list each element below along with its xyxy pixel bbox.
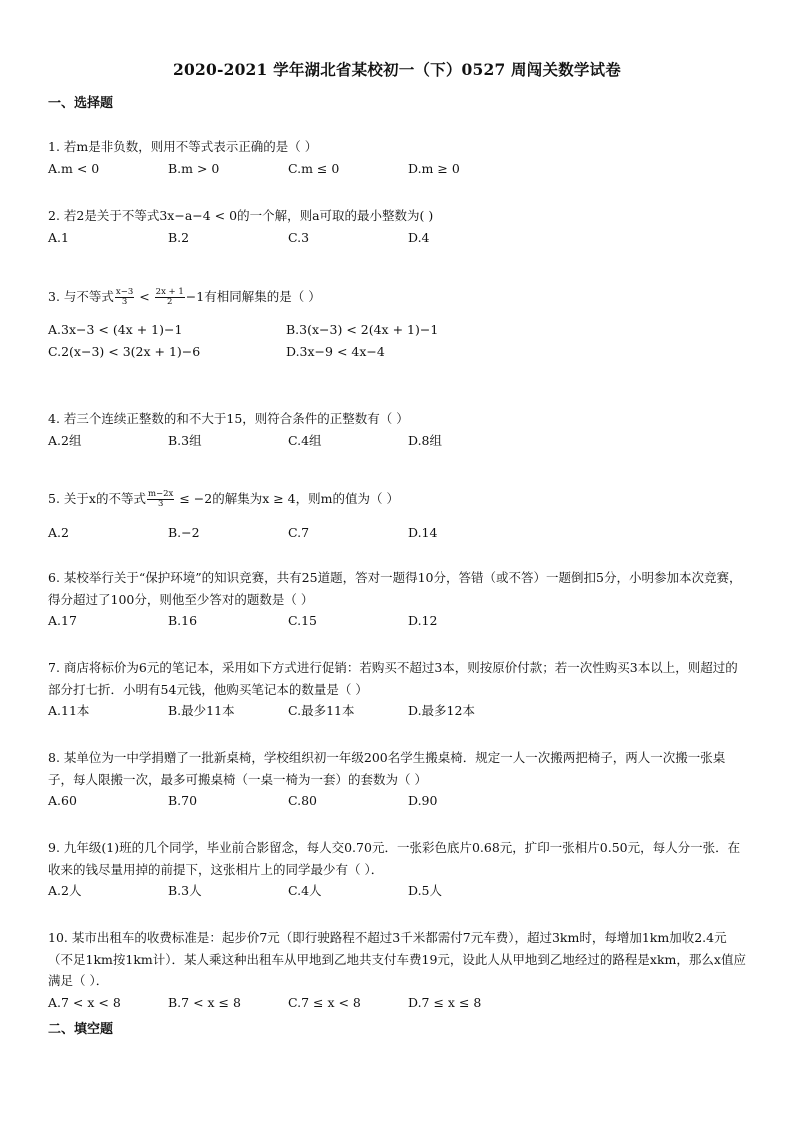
question-stem: 8. 某单位为一中学捐赠了一批新桌椅，学校组织初一年级200名学生搬桌椅．规定一人一次搬两把椅子，两人一次搬一张桌子，每人限搬一次，最多可搬桌椅（一桌一椅为一套）的套数为（ ） (48, 750, 726, 787)
fraction (115, 288, 134, 307)
stem-text: 3. 与不等式 (48, 289, 114, 304)
option-b: B.3组 (168, 432, 202, 448)
option-d: D.4 (408, 229, 430, 245)
option-b: B.m > 0 (168, 160, 220, 176)
exam-title: 2020-2021 学年湖北省某校初一（下）0527 周闯关数学试卷 (173, 60, 621, 79)
stem-text: −1有相同解集的是（ ） (185, 289, 321, 304)
option-a: A.2 (48, 524, 69, 540)
question-stem: 7. 商店将标价为6元的笔记本，采用如下方式进行促销：若购买不超过3本，则按原价付款；若一次性购买3本以上，则超过的部分打七折．小明有54元钱，他购买笔记本的数量是（ ） (48, 660, 738, 697)
fraction-numerator: x−3 (115, 287, 134, 297)
option-b: B.16 (168, 613, 198, 628)
options-row (48, 610, 748, 632)
question-4 (48, 408, 748, 452)
option-c: C.7 ≤ x < 8 (288, 994, 361, 1010)
option-d: D.5人 (408, 883, 443, 898)
question-stem: 6. 某校举行关于“保护环境”的知识竞赛，共有25道题，答对一题得10分，答错（或不答）一题倒扣5分，小明参加本次竞赛，得分超过了100分，则他至少答对的题数是（ ） (48, 570, 742, 607)
options-row (48, 790, 748, 812)
stem-text: ≤ −2的解集为x ≥ 4，则m的值为（ ） (175, 491, 399, 506)
question-stem (48, 488, 748, 510)
options-row (48, 319, 748, 341)
option-b: B.−2 (168, 524, 200, 540)
option-b: B.2 (168, 229, 190, 245)
options-row (48, 522, 748, 544)
option-b: B.70 (168, 793, 198, 808)
stem-text: < (135, 289, 154, 304)
fraction-numerator: m−2x (147, 489, 174, 499)
option-b: B.7 < x ≤ 8 (168, 994, 241, 1010)
option-b: B.3人 (168, 883, 202, 898)
option-d: D.8组 (408, 432, 443, 448)
option-c: C.4组 (288, 432, 322, 448)
fraction-numerator: 2x + 1 (155, 287, 184, 297)
option-d: D.14 (408, 524, 438, 540)
question-6 (48, 567, 748, 632)
options-row (48, 227, 748, 249)
fraction-denominator: 3 (121, 297, 128, 307)
stem-text: 5. 关于x的不等式 (48, 491, 146, 506)
question-7 (48, 657, 748, 722)
options-row (48, 880, 748, 902)
option-b: B.最少11本 (168, 703, 235, 718)
option-d: D.最多12本 (408, 703, 475, 718)
question-2 (48, 205, 748, 249)
question-stem: 2. 若2是关于不等式3x−a−4 < 0的一个解，则a可取的最小整数为( ) (48, 208, 434, 223)
question-stem: 4. 若三个连续正整数的和不大于15，则符合条件的正整数有（ ） (48, 411, 409, 426)
question-stem: 1. 若m是非负数，则用不等式表示正确的是（ ） (48, 139, 318, 154)
option-d: D.12 (408, 613, 438, 628)
option-a: A.2组 (48, 432, 82, 448)
section-heading-multiple-choice: 一、选择题 (48, 96, 114, 111)
question-stem (48, 286, 748, 308)
option-c: C.80 (288, 793, 317, 808)
options-row (48, 992, 748, 1014)
fraction (147, 490, 174, 509)
option-a: A.17 (48, 613, 77, 628)
question-1 (48, 136, 748, 180)
question-8 (48, 747, 748, 812)
option-d: D.90 (408, 793, 438, 808)
fraction-denominator: 2 (167, 297, 173, 307)
option-a: A.7 < x < 8 (48, 994, 121, 1010)
question-3 (48, 286, 748, 363)
option-d: D.3x−9 < 4x−4 (286, 343, 385, 359)
fraction (155, 288, 185, 307)
option-c: C.2(x−3) < 3(2x + 1)−6 (48, 343, 201, 359)
option-c: C.7 (288, 524, 310, 540)
option-a: A.60 (48, 793, 77, 808)
question-5 (48, 488, 748, 544)
question-stem: 10. 某市出租车的收费标准是：起步价7元（即行驶路程不超过3千米都需付7元车费），超过3km时，每增加1km加收2.4元（不足1km按1km计）．某人乘这种出租车从甲地到乙地共支付车费19元，设此人从甲地到乙地经过的路程是xkm，那么x值应满足（ ）． (48, 930, 746, 988)
option-c: C.3 (288, 229, 310, 245)
option-d: D.m ≥ 0 (408, 160, 460, 176)
options-row (48, 700, 748, 722)
question-9 (48, 837, 748, 902)
option-b: B.3(x−3) < 2(4x + 1)−1 (286, 321, 439, 337)
option-a: A.2人 (48, 883, 82, 898)
question-stem: 9. 九年级(1)班的几个同学，毕业前合影留念，每人交0.70元．一张彩色底片0.68元，扩印一张相片0.50元，每人分一张．在收来的钱尽量用掉的前提下，这张相片上的同学最少有（ ）． (48, 840, 741, 877)
option-a: A.11本 (48, 703, 90, 718)
option-c: C.最多11本 (288, 703, 355, 718)
option-a: A.m < 0 (48, 160, 100, 176)
options-row (48, 341, 748, 363)
fraction-denominator: 3 (157, 499, 164, 509)
option-d: D.7 ≤ x ≤ 8 (408, 994, 482, 1010)
option-a: A.1 (48, 229, 69, 245)
section-heading-fill-in: 二、填空题 (48, 1022, 114, 1037)
option-c: C.15 (288, 613, 317, 628)
option-c: C.4人 (288, 883, 322, 898)
option-a: A.3x−3 < (4x + 1)−1 (48, 321, 183, 337)
question-10 (48, 927, 748, 1014)
option-c: C.m ≤ 0 (288, 160, 340, 176)
options-row (48, 158, 748, 180)
options-row (48, 430, 748, 452)
